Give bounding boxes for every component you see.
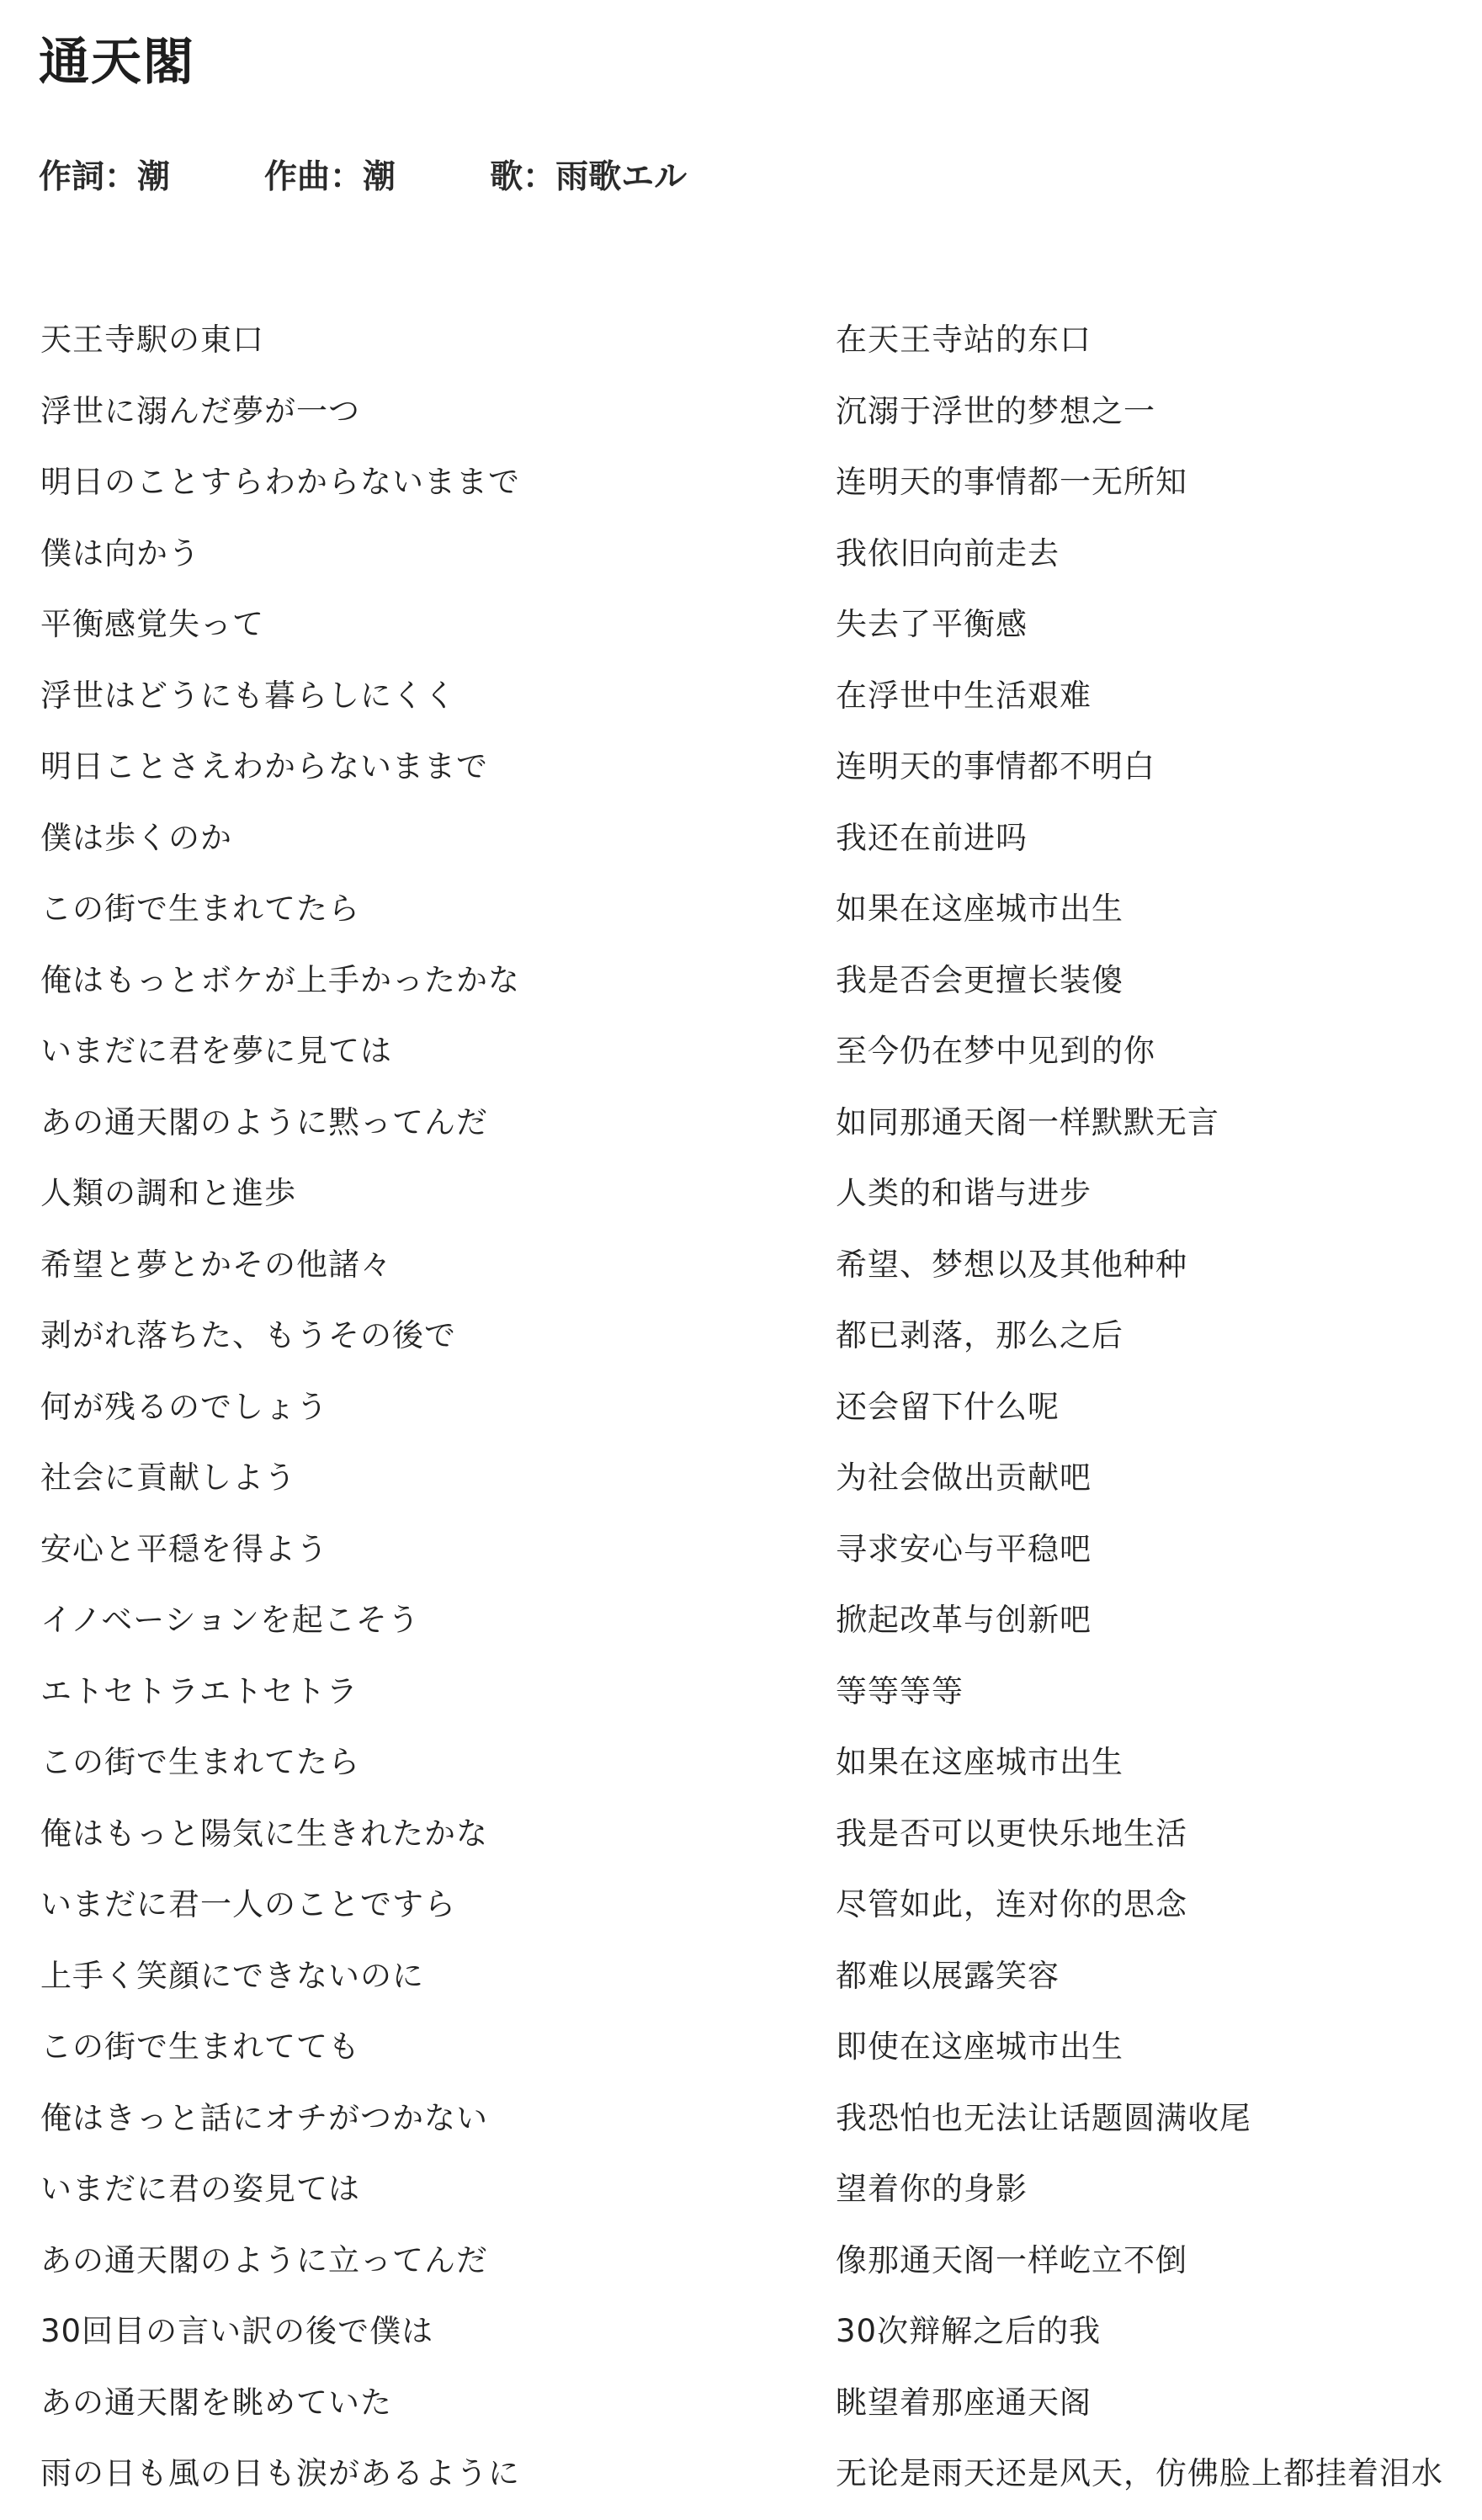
lyric-line (40, 1941, 1463, 2012)
lyric-line (40, 447, 1463, 518)
lyric-line (40, 1300, 1463, 1372)
lyric-translation: 我恐怕也无法让话题圆满收尾 (836, 2099, 1251, 2136)
lyric-line (40, 2083, 1463, 2155)
lyricist-name: 潮 (137, 158, 171, 196)
lyric-translation: 在天王寺站的东口 (836, 322, 1092, 359)
lyric-translation: 像那通天阁一样屹立不倒 (836, 2241, 1187, 2278)
lyric-translation: 还会留下什么呢 (836, 1388, 1060, 1425)
lyric-line (40, 1158, 1463, 1230)
singer-credit (490, 147, 687, 208)
lyric-translation: 都难以展露笑容 (836, 1957, 1060, 1994)
lyric-japanese: あの通天閣を眺めていた (40, 2384, 392, 2421)
lyric-line (40, 661, 1463, 732)
lyric-japanese: この街で生まれてたら (40, 1744, 360, 1781)
lyric-translation: 我依旧向前走去 (836, 534, 1060, 572)
lyric-translation: 如同那通天阁一样默默无言 (836, 1103, 1219, 1140)
lyric-japanese: 上手く笑顔にできないのに (40, 1957, 424, 1994)
lyric-japanese: 希望と夢とかその他諸々 (40, 1246, 392, 1283)
composer-name: 潮 (363, 158, 396, 196)
lyric-line (40, 945, 1463, 1017)
lyric-japanese: 俺はきっと話にオチがつかない (40, 2099, 488, 2136)
lyric-japanese: 天王寺駅の東口 (40, 322, 264, 359)
lyric-line (40, 305, 1463, 376)
lyric-japanese: 僕は向かう (40, 534, 200, 572)
lyric-translation: 沉溺于浮世的梦想之一 (836, 392, 1155, 429)
lyric-japanese: 何が残るのでしょう (40, 1388, 328, 1425)
lyric-line (40, 589, 1463, 661)
lyric-japanese: 人類の調和と進歩 (40, 1175, 296, 1212)
lyric-translation: 眺望着那座通天阁 (836, 2384, 1092, 2421)
lyric-translation: 30次辩解之后的我 (836, 2313, 1102, 2350)
lyric-line (40, 1230, 1463, 1301)
lyric-translation: 尽管如此，连对你的思念 (836, 1886, 1187, 1923)
lyric-line (40, 2012, 1463, 2083)
lyric-line (40, 1799, 1463, 1870)
lyric-line (40, 518, 1463, 590)
lyric-japanese: この街で生まれてても (40, 2028, 360, 2065)
lyric-line (40, 1016, 1463, 1087)
singer-name: 雨歌エル (555, 158, 688, 196)
lyric-line (40, 874, 1463, 945)
lyric-translation: 我还在前进吗 (836, 819, 1028, 856)
lyric-translation: 希望、梦想以及其他种种 (836, 1246, 1187, 1283)
lyric-japanese: あの通天閣のように立ってんだ (40, 2241, 488, 2278)
lyric-translation: 无论是雨天还是风天，仿佛脸上都挂着泪水 (836, 2455, 1443, 2492)
lyric-japanese: 浮世はどうにも暮らしにくく (40, 677, 456, 714)
lyric-japanese: 俺はもっとボケが上手かったかな (40, 961, 520, 998)
lyric-japanese: いまだに君の姿見ては (40, 2171, 360, 2208)
lyric-line (40, 2154, 1463, 2225)
lyric-line (40, 1443, 1463, 1514)
lyric-japanese: あの通天閣のように黙ってんだ (40, 1103, 488, 1140)
song-credits (39, 147, 687, 208)
lyric-line (40, 2438, 1463, 2510)
lyric-translation: 为社会做出贡献吧 (836, 1459, 1092, 1497)
lyric-line (40, 2368, 1463, 2439)
lyric-line (40, 1372, 1463, 1443)
lyric-translation: 我是否会更擅长装傻 (836, 961, 1123, 998)
lyric-translation: 我是否可以更快乐地生活 (836, 1815, 1187, 1852)
lyric-japanese: 30回目の言い訳の後で僕は (40, 2313, 434, 2350)
lyric-line (40, 2296, 1463, 2368)
lyric-translation: 掀起改革与创新吧 (836, 1602, 1092, 1639)
lyric-line (40, 1514, 1463, 1586)
lyric-translation: 望着你的身影 (836, 2171, 1028, 2208)
lyric-japanese: 浮世に溺んだ夢が一つ (40, 392, 360, 429)
lyric-japanese: 剥がれ落ちた、もうその後で (40, 1317, 456, 1354)
lyric-translation: 寻求安心与平稳吧 (836, 1530, 1092, 1567)
lyric-japanese: 平衡感覚失って (40, 606, 264, 643)
lyric-japanese: 社会に貢献しよう (40, 1459, 296, 1497)
composer-label: 作曲： (264, 158, 364, 196)
lyric-japanese: この街で生まれてたら (40, 891, 360, 928)
lyric-line (40, 1869, 1463, 1941)
lyricist-label: 作詞： (39, 158, 138, 196)
lyricist-credit (39, 147, 170, 208)
lyrics-list (40, 305, 1463, 2510)
lyric-translation: 至今仍在梦中见到的你 (836, 1033, 1155, 1070)
lyric-translation: 失去了平衡感 (836, 606, 1028, 643)
lyric-translation: 即使在这座城市出生 (836, 2028, 1123, 2065)
lyric-translation: 连明天的事情都不明白 (836, 748, 1155, 785)
lyric-japanese: 雨の日も風の日も涙があるように (40, 2455, 520, 2492)
lyric-translation: 连明天的事情都一无所知 (836, 464, 1187, 501)
lyric-japanese: いまだに君一人のことですら (40, 1886, 456, 1923)
composer-credit (264, 147, 396, 208)
lyric-japanese: イノベーションを起こそう (40, 1602, 420, 1639)
lyric-line (40, 803, 1463, 875)
lyric-line (40, 376, 1463, 448)
lyric-translation: 如果在这座城市出生 (836, 891, 1123, 928)
lyric-japanese: エトセトラエトセトラ (40, 1672, 359, 1709)
singer-label: 歌： (490, 158, 556, 196)
lyric-line (40, 1585, 1463, 1656)
lyric-line (40, 1727, 1463, 1799)
lyric-translation: 在浮世中生活艰难 (836, 677, 1092, 714)
page-title: 通天閣 (39, 33, 195, 92)
lyric-line (40, 1656, 1463, 1728)
lyric-translation: 人类的和谐与进步 (836, 1175, 1092, 1212)
lyric-japanese: いまだに君を夢に見ては (40, 1033, 392, 1070)
lyric-japanese: 俺はもっと陽気に生きれたかな (40, 1815, 488, 1852)
lyric-line (40, 1087, 1463, 1159)
lyric-translation: 如果在这座城市出生 (836, 1744, 1123, 1781)
lyric-japanese: 安心と平穏を得よう (40, 1530, 328, 1567)
lyric-japanese: 僕は歩くのか (40, 819, 232, 856)
lyric-line (40, 2225, 1463, 2297)
lyric-translation: 都已剥落，那么之后 (836, 1317, 1123, 1354)
lyric-japanese: 明日ことさえわからないままで (40, 748, 488, 785)
lyric-japanese: 明日のことすらわからないままで (40, 464, 520, 501)
lyric-translation: 等等等等 (836, 1672, 964, 1709)
lyric-line (40, 731, 1463, 803)
